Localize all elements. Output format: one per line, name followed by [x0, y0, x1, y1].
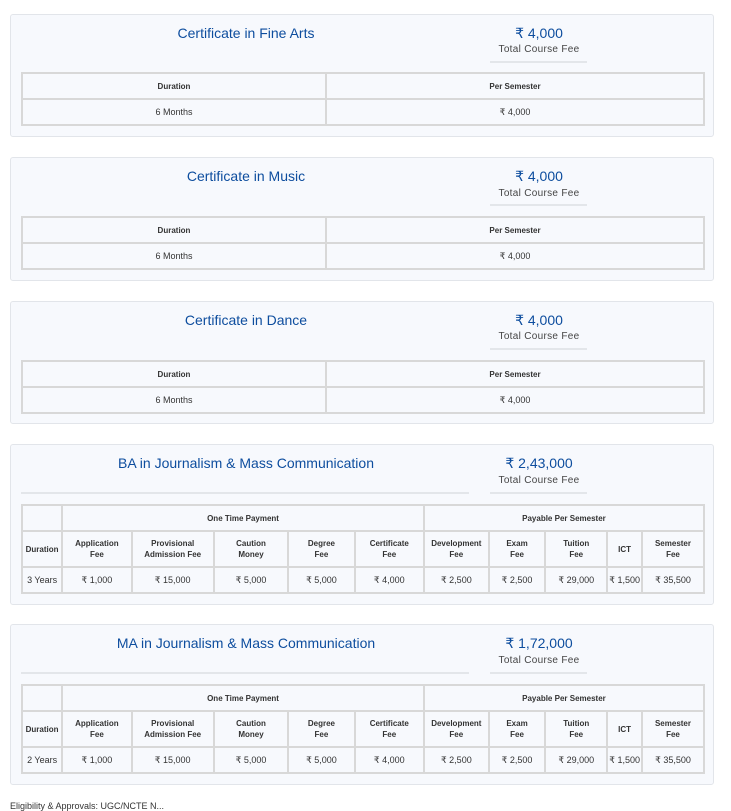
column-header: Per Semester [326, 217, 704, 243]
divider [490, 61, 587, 63]
table-cell: 2 Years [22, 747, 62, 773]
table-row [22, 99, 704, 125]
divider [490, 672, 587, 674]
column-header: Tuition Fee [545, 711, 607, 747]
column-header: Duration [22, 711, 62, 747]
table-cell: ₹ 29,000 [545, 567, 607, 593]
column-header: Exam Fee [489, 531, 546, 567]
course-title: Certificate in Dance [184, 312, 308, 328]
course-title: BA in Journalism & Mass Communication [118, 455, 374, 471]
column-header: Development Fee [424, 531, 489, 567]
column-header: Certificate Fee [355, 711, 424, 747]
column-header: Degree Fee [288, 531, 354, 567]
column-header: Per Semester [326, 73, 704, 99]
total-fee-amount: ₹ 4,000 [515, 25, 563, 41]
column-header: Semester Fee [642, 531, 704, 567]
table-row [22, 387, 704, 413]
total-fee-label: Total Course Fee [498, 475, 580, 486]
table-cell: ₹ 1,500 [607, 747, 642, 773]
column-header: Certificate Fee [355, 531, 424, 567]
divider [21, 492, 469, 494]
table-row [22, 243, 704, 269]
table-cell: ₹ 15,000 [132, 567, 214, 593]
column-header: Application Fee [62, 711, 131, 747]
divider [490, 348, 587, 350]
table-cell: ₹ 5,000 [288, 567, 354, 593]
column-header: Degree Fee [288, 711, 354, 747]
table-cell: ₹ 4,000 [355, 567, 424, 593]
table-cell: ₹ 4,000 [326, 243, 704, 269]
table-cell: ₹ 5,000 [214, 567, 288, 593]
divider [490, 204, 587, 206]
column-header: Development Fee [424, 711, 489, 747]
column-header: Application Fee [62, 531, 131, 567]
table-cell: ₹ 2,500 [489, 747, 546, 773]
fee-table [21, 504, 705, 594]
fee-table [21, 684, 705, 774]
group-header-per-semester: Payable Per Semester [424, 685, 704, 711]
table-cell: 3 Years [22, 567, 62, 593]
column-header: Semester Fee [642, 711, 704, 747]
group-header-per-semester: Payable Per Semester [424, 505, 704, 531]
table-cell: ₹ 4,000 [326, 387, 704, 413]
column-header: Provisional Admission Fee [132, 531, 214, 567]
fee-table [21, 72, 705, 126]
column-header: Caution Money [214, 711, 288, 747]
table-cell: ₹ 5,000 [214, 747, 288, 773]
column-header: Duration [22, 361, 326, 387]
group-header-one-time: One Time Payment [62, 685, 424, 711]
table-cell: 6 Months [22, 387, 326, 413]
table-cell: ₹ 29,000 [545, 747, 607, 773]
table-cell: ₹ 15,000 [132, 747, 214, 773]
total-fee-amount: ₹ 4,000 [515, 312, 563, 328]
total-fee-amount: ₹ 4,000 [515, 168, 563, 184]
table-cell: ₹ 2,500 [424, 747, 489, 773]
total-fee-label: Total Course Fee [498, 44, 580, 55]
table-cell: ₹ 4,000 [326, 99, 704, 125]
table-row [22, 747, 704, 773]
course-card-ma-journalism [10, 624, 714, 785]
fee-table [21, 216, 705, 270]
total-fee-amount: ₹ 2,43,000 [505, 455, 573, 471]
table-cell: ₹ 2,500 [489, 567, 546, 593]
column-header: Exam Fee [489, 711, 546, 747]
table-cell: ₹ 2,500 [424, 567, 489, 593]
divider [490, 492, 587, 494]
table-cell: ₹ 4,000 [355, 747, 424, 773]
column-header: Provisional Admission Fee [132, 711, 214, 747]
column-header: ICT [607, 711, 642, 747]
course-title: Certificate in Fine Arts [177, 25, 315, 41]
course-card-music [10, 157, 714, 281]
empty-header [22, 505, 62, 531]
table-cell: ₹ 1,000 [62, 747, 131, 773]
total-fee-label: Total Course Fee [498, 188, 580, 199]
column-header: Per Semester [326, 361, 704, 387]
table-cell: 6 Months [22, 243, 326, 269]
table-cell: ₹ 35,500 [642, 747, 704, 773]
empty-header [22, 685, 62, 711]
course-card-dance [10, 301, 714, 424]
table-cell: 6 Months [22, 99, 326, 125]
course-card-ba-journalism [10, 444, 714, 605]
eligibility-text-partial: Eligibility & Approvals: UGC/NCTE N... [10, 801, 165, 811]
column-header: Caution Money [214, 531, 288, 567]
table-cell: ₹ 1,500 [607, 567, 642, 593]
course-title: Certificate in Music [186, 168, 306, 184]
group-header-one-time: One Time Payment [62, 505, 424, 531]
course-card-fine-arts [10, 14, 714, 137]
column-header: Tuition Fee [545, 531, 607, 567]
table-row [22, 567, 704, 593]
column-header: ICT [607, 531, 642, 567]
total-fee-amount: ₹ 1,72,000 [505, 635, 573, 651]
column-header: Duration [22, 217, 326, 243]
table-cell: ₹ 5,000 [288, 747, 354, 773]
total-fee-label: Total Course Fee [498, 331, 580, 342]
column-header: Duration [22, 73, 326, 99]
course-title: MA in Journalism & Mass Communication [116, 635, 376, 651]
table-cell: ₹ 35,500 [642, 567, 704, 593]
fee-table [21, 360, 705, 414]
divider [21, 672, 469, 674]
column-header: Duration [22, 531, 62, 567]
total-fee-label: Total Course Fee [498, 655, 580, 666]
table-cell: ₹ 1,000 [62, 567, 131, 593]
